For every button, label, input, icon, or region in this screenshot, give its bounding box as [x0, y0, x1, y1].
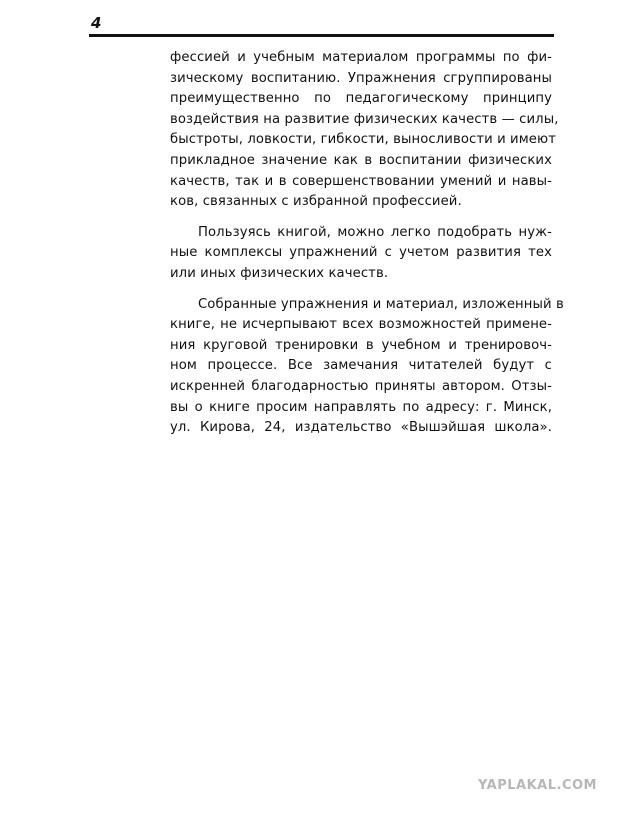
paragraph-1 [170, 48, 559, 213]
text-line: Пользуясь книгой, можно легко подобрать нуж- [198, 224, 552, 240]
page-number: 4 [91, 14, 102, 32]
body-text [170, 48, 564, 449]
text-line: искренней благодарностью приняты автором. Отзы- [170, 378, 552, 394]
text-line: фессией и учебным материалом программы по фи- [170, 50, 552, 65]
text-line: прикладное значение как в воспитании физических [170, 152, 552, 168]
text-line: ул. Кирова, 24, издательство «Вышэйшая школа». [170, 420, 552, 436]
paragraph-2 [170, 223, 552, 285]
paragraph-3 [170, 295, 564, 439]
watermark: YAPLAKAL.COM [478, 778, 597, 793]
text-line: ния круговой тренировки в учебном и тренировоч- [170, 337, 552, 353]
text-line: ков, связанных с избранной профессией. [170, 194, 462, 210]
text-line: быстроты, ловкости, гибкости, выносливости и имеют [170, 132, 556, 148]
text-line: Собранные упражнения и материал, изложенный в [198, 296, 564, 312]
text-line: качеств, так и в совершенствовании умений и навы- [170, 173, 552, 189]
text-line: книге, не исчерпывают всех возможностей примене- [170, 317, 552, 333]
text-line: ные комплексы упражнений с учетом развития тех [170, 245, 552, 261]
text-line: преимущественно по педагогическому принципу [170, 91, 552, 107]
header-rule [89, 34, 554, 37]
text-line: ном процессе. Все замечания читателей будут с [170, 358, 552, 374]
text-line: или иных физических качеств. [170, 265, 389, 281]
text-line: вы о книге просим направлять по адресу: г. Минск, [170, 399, 552, 415]
text-line: зическому воспитанию. Упражнения сгруппированы [170, 70, 552, 86]
text-line: воздействия на развитие физических качеств — силы, [170, 111, 559, 127]
